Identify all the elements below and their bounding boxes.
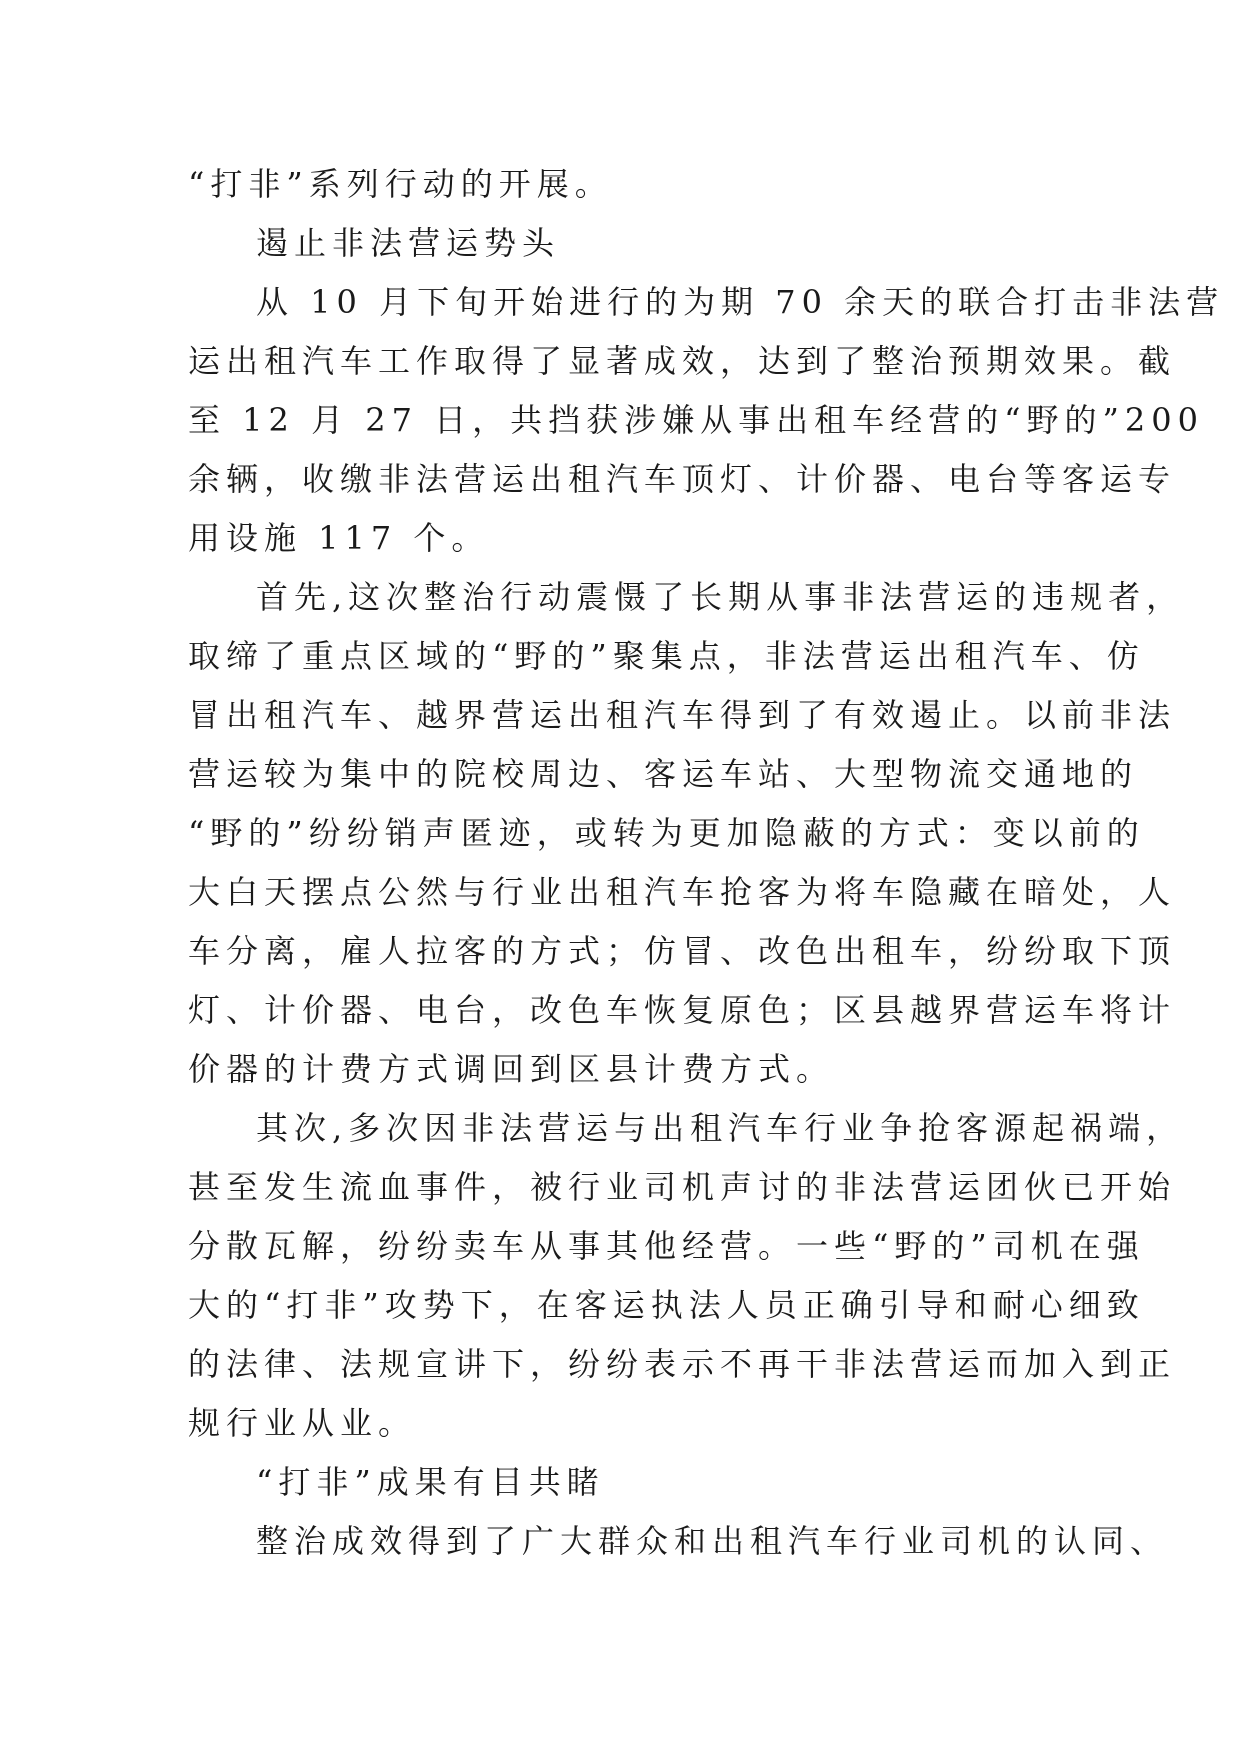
text-line: 营运较为集中的院校周边、客运车站、大型物流交通地的 — [188, 755, 1139, 793]
text-line: 大的“打非”攻势下，在客运执法人员正确引导和耐心细致 — [188, 1286, 1145, 1324]
text-line: 取缔了重点区域的“野的”聚集点，非法营运出租汽车、仿 — [188, 637, 1145, 675]
text-line: 余辆，收缴非法营运出租汽车顶灯、计价器、电台等客运专 — [188, 460, 1177, 498]
text-line: 车分离，雇人拉客的方式；仿冒、改色出租车，纷纷取下顶 — [188, 932, 1177, 970]
text-line: 从 10 月下旬开始进行的为期 70 余天的联合打击非法营 — [256, 283, 1225, 321]
text-line: 其次,多次因非法营运与出租汽车行业争抢客源起祸端， — [256, 1109, 1185, 1147]
document-body — [188, 155, 1225, 1571]
text-line: 整治成效得到了广大群众和出租汽车行业司机的认同、 — [256, 1522, 1169, 1560]
text-line: 至 12 月 27 日，共挡获涉嫌从事出租车经营的“野的”200 — [188, 401, 1204, 439]
text-line: 甚至发生流血事件，被行业司机声讨的非法营运团伙已开始 — [188, 1168, 1177, 1206]
text-line: 灯、计价器、电台，改色车恢复原色；区县越界营运车将计 — [188, 991, 1177, 1029]
text-line: 首先,这次整治行动震慑了长期从事非法营运的违规者， — [256, 578, 1185, 616]
text-line: 遏止非法营运势头 — [256, 224, 561, 262]
text-line: “野的”纷纷销声匿迹，或转为更加隐蔽的方式：变以前的 — [188, 814, 1145, 852]
text-line: “打非”成果有目共睹 — [256, 1463, 605, 1501]
text-line: 冒出租汽车、越界营运出租汽车得到了有效遏止。以前非法 — [188, 696, 1177, 734]
text-line: 分散瓦解，纷纷卖车从事其他经营。一些“野的”司机在强 — [188, 1227, 1145, 1265]
text-line: 的法律、法规宣讲下，纷纷表示不再干非法营运而加入到正 — [188, 1345, 1177, 1383]
text-line: 大白天摆点公然与行业出租汽车抢客为将车隐藏在暗处，人 — [188, 873, 1177, 911]
text-line: 运出租汽车工作取得了显著成效，达到了整治预期效果。截 — [188, 342, 1177, 380]
text-line: “打非”系列行动的开展。 — [188, 165, 613, 203]
text-line: 价器的计费方式调回到区县计费方式。 — [188, 1050, 835, 1088]
text-line: 用设施 117 个。 — [188, 519, 490, 557]
text-line: 规行业从业。 — [188, 1404, 417, 1442]
